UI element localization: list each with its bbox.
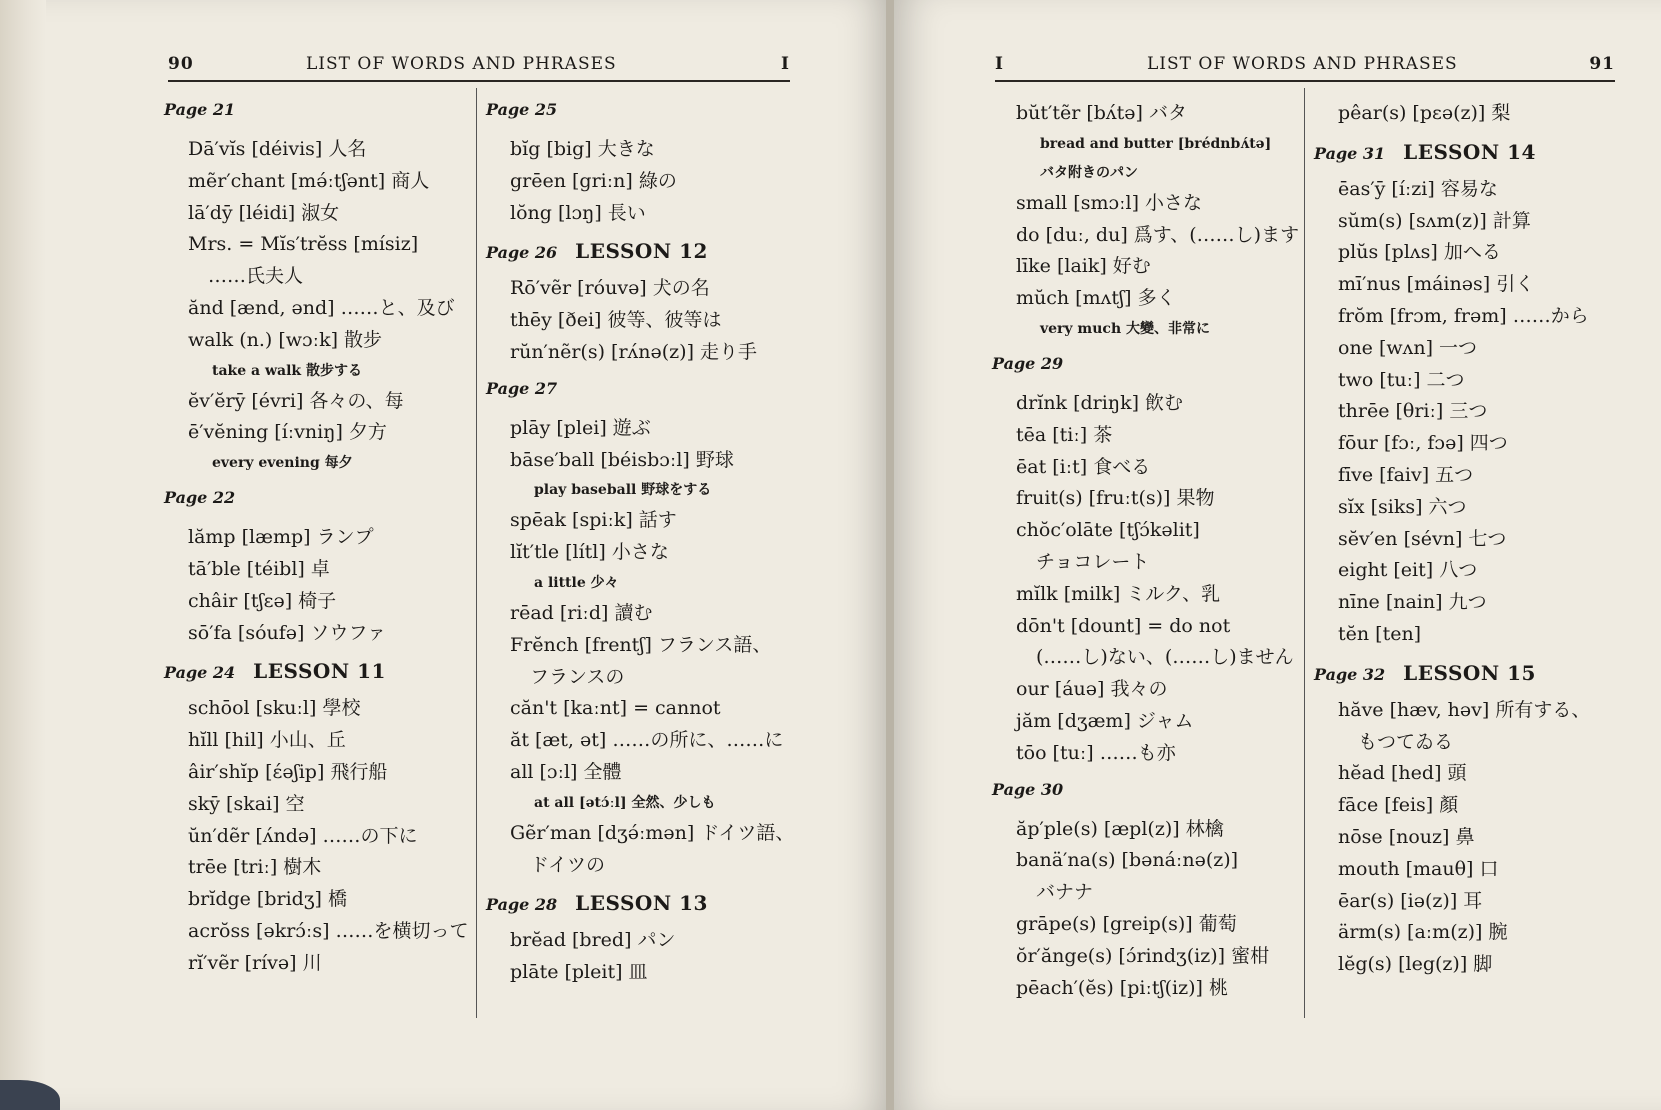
word-entry: rĭ′vẽr [rívə] 川 [188,951,322,974]
right-running-head [995,50,1615,82]
page-reference: Page 31 [1314,143,1386,163]
word-entry: plāy [plei] 遊ぶ [510,416,651,439]
word-entry: lĕg(s) [leg(z)] 脚 [1338,953,1493,976]
word-entry: lā′dȳ [léidi] 淑女 [188,201,340,224]
word-entry: ……氏夫人 [208,265,304,288]
page-reference: Page 26 [486,243,558,263]
word-entry: lĭt′tle [lítl] 小さな [510,541,669,564]
word-entry: ăt [æt, ət] ……の所に、……に [510,729,784,752]
word-entry: jăm [dʒæm] ジャム [1016,709,1194,732]
page-reference-heading [992,780,1306,802]
phrase-entry: bread and butter [brédnbʌ́tə] [1040,135,1272,152]
page-reference-heading [486,891,800,916]
word-entry: rēad [riːd] 讀む [510,601,653,624]
word-entry: ēat [iːt] 食べる [1016,455,1151,478]
page-reference-heading [1314,140,1628,162]
page-reference-heading [1314,661,1628,683]
page-reference: Page 25 [486,100,558,119]
word-entry: ŭn′dẽr [ʌ́ndə] ……の下に [188,824,418,847]
word-entry: sŭm(s) [sʌm(z)] 計算 [1338,209,1531,232]
word-entry: trēe [triː] 樹木 [188,856,322,879]
word-entry: châir [tʃɛə] 椅子 [188,589,337,612]
left-running-head [168,50,790,82]
word-entry: Frĕnch [frentʃ] フランス語、 [510,633,772,656]
phrase-entry: very much 大變、非常に [1040,320,1210,337]
word-entry: eight [eit] 八つ [1338,559,1478,582]
word-entry: ēar(s) [iə(z)] 耳 [1338,889,1483,912]
word-entry: バナナ [1036,881,1094,904]
word-entry: skȳ [skai] 空 [188,792,305,815]
word-entry: bāse′ball [béisbɔːl] 野球 [510,448,734,471]
page-reference: Page 32 [1314,664,1386,684]
word-entry: tēa [tiː] 茶 [1016,423,1113,446]
page-reference: Page 24 [164,663,236,683]
word-entry: (……し)ない、(……し)ません [1036,646,1294,669]
word-entry: frŏm [frɔm, frəm] ……から [1338,304,1589,327]
lesson-heading: LESSON 11 [253,659,386,684]
word-entry: walk (n.) [wɔːk] 散步 [188,328,383,351]
page-reference-heading [486,100,800,122]
word-entry: plŭs [plʌs] 加へる [1338,241,1501,264]
page-reference-heading [992,354,1306,376]
word-entry: âir′shĭp [ɛ́əʃip] 飛行船 [188,760,388,783]
word-entry: ドイツの [530,853,606,876]
word-entry: one [wʌn] 一つ [1338,336,1478,359]
word-entry: hĕad [hed] 頭 [1338,762,1467,785]
word-entry: ärm(s) [aːm(z)] 腕 [1338,921,1508,944]
left-page-number: 90 [168,54,194,74]
word-entry: ănd [ænd, ənd] ……と、及び [188,296,455,319]
word-entry: chŏc′olāte [tʃɔ́kəlit] [1016,519,1200,542]
word-entry: mĭlk [milk] ミルク、乳 [1016,582,1221,605]
word-entry: brĕad [bred] パン [510,929,676,952]
word-entry: bĭg [big] 大きな [510,138,655,160]
page-reference: Page 21 [164,100,236,119]
word-entry: sĭx [siks] 六つ [1338,495,1467,518]
phrase-entry: バタ附きのパン [1040,164,1138,181]
phrase-entry: at all [ətɔ́ːl] 全然、少しも [534,794,716,811]
word-entry: mouth [mauθ] 口 [1338,857,1499,880]
left-running-title: LIST OF WORDS AND PHRASES [306,54,617,74]
word-entry: pēach′(ĕs) [piːtʃ(iz)] 桃 [1016,976,1228,999]
lesson-heading: LESSON 15 [1403,660,1536,685]
page-reference-heading [486,379,800,401]
page-reference: Page 27 [486,378,558,398]
word-column-2 [486,98,800,989]
word-entry: ŏr′ănge(s) [ɔ́rindʒ(iz)] 蜜柑 [1016,944,1270,967]
word-entry: do [duː, du] 爲す、(……し)ます [1016,223,1300,246]
left-section-letter: I [781,54,790,74]
word-entry: fāce [feis] 顏 [1338,794,1459,817]
page-edge [0,0,46,1110]
word-entry: tā′ble [téibl] 卓 [188,557,330,580]
phrase-entry: every evening 每夕 [212,455,353,472]
phrase-entry: play baseball 野球をする [534,482,712,499]
lesson-heading: LESSON 12 [575,239,708,264]
word-entry: plāte [pleit] 皿 [510,961,648,984]
word-entry: もつてゐる [1358,730,1454,753]
word-entry: all [ɔːl] 全體 [510,760,622,783]
page-reference: Page 30 [992,779,1064,799]
word-entry: lămp [læmp] ランプ [188,526,374,549]
word-entry: rŭn′nẽr(s) [rʌ́nə(z)] 走り手 [510,340,758,363]
word-entry: two [tuː] 二つ [1338,368,1465,391]
word-entry: hăve [hæv, həv] 所有する、 [1338,698,1591,721]
word-entry: ĕv′ĕrȳ [évri] 各々の、每 [188,389,404,412]
word-entry: ē′vĕning [íːvniŋ] 夕方 [188,421,387,444]
word-entry: drĭnk [driŋk] 飲む [1016,391,1184,414]
page-reference-heading [164,488,478,510]
word-entry: lŏng [lɔŋ] 長い [510,201,646,224]
word-entry: fruit(s) [fruːt(s)] 果物 [1016,487,1215,510]
word-entry: Gẽr′man [dʒə́ːmən] ドイツ語、 [510,821,795,844]
phrase-entry: take a walk 散步する [212,362,362,379]
word-entry: thrēe [θriː] 三つ [1338,400,1488,423]
word-entry: grēen [griːn] 綠の [510,169,677,192]
word-entry: fīve [faiv] 五つ [1338,463,1474,486]
word-entry: ēas′ȳ [íːzi] 容易な [1338,177,1498,200]
phrase-entry: a little 少々 [534,574,619,591]
lesson-heading: LESSON 14 [1403,139,1536,164]
word-entry: Mrs. = Mĭs′trĕss [mísiz] [188,233,419,256]
word-column-1 [164,98,478,980]
word-column-3 [992,98,1306,1004]
word-entry: Dā′vĭs [déivis] 人名 [188,138,367,160]
word-entry: hĭll [hil] 小山、丘 [188,729,346,752]
word-entry: līke [laik] 好む [1016,255,1151,278]
word-entry: nīne [nain] 九つ [1338,591,1487,614]
word-entry: チョコレート [1036,550,1150,573]
word-entry: small [smɔːl] 小さな [1016,191,1203,214]
word-entry: nōse [nouz] 鼻 [1338,825,1475,848]
word-entry: tĕn [ten] [1338,622,1422,645]
word-entry: mī′nus [máinəs] 引く [1338,273,1535,296]
page-reference-heading [164,100,478,122]
word-entry: ăp′ple(s) [æpl(z)] 林檎 [1016,817,1224,840]
page-reference: Page 29 [992,353,1064,373]
word-entry: grāpe(s) [greip(s)] 葡萄 [1016,912,1237,935]
word-column-4 [1314,98,1628,981]
word-entry: brĭdge [bridʒ] 橋 [188,888,348,911]
page-reference: Page 22 [164,488,236,508]
word-entry: spēak [spiːk] 話す [510,509,677,532]
word-entry: our [áuə] 我々の [1016,678,1168,701]
word-entry: fōur [fɔː, fɔə] 四つ [1338,432,1508,455]
word-entry: pêar(s) [pɛə(z)] 梨 [1338,102,1511,124]
word-entry: mŭch [mʌtʃ] 多く [1016,287,1176,310]
right-page-number: 91 [1589,54,1615,74]
lesson-heading: LESSON 13 [575,891,708,916]
word-entry: schōol [skuːl] 學校 [188,697,361,720]
page-reference: Page 28 [486,895,558,915]
word-entry: sō′fa [sóufə] ソウファ [188,621,387,644]
word-entry: Rō′vẽr [róuvə] 犬の名 [510,277,710,300]
page-reference-heading [486,239,800,264]
word-entry: thēy [ðei] 彼等、彼等は [510,309,722,332]
word-entry: フランスの [530,665,625,688]
word-entry: acrŏss [əkrɔ́ːs] ……を横切って [188,919,469,942]
word-entry: dōn't [dount] = do not [1016,614,1231,637]
right-section-letter: I [995,54,1004,74]
word-entry: sĕv′en [sévn] 七つ [1338,527,1507,550]
word-entry: căn't [kaːnt] = cannot [510,697,721,720]
right-running-title: LIST OF WORDS AND PHRASES [1147,54,1458,74]
word-entry: mẽr′chant [mə́ːtʃənt] 商人 [188,169,430,192]
word-entry: banä′na(s) [bənáːnə(z)] [1016,849,1239,872]
word-entry: tōo [tuː] ……も亦 [1016,741,1176,764]
word-entry: bŭt′tẽr [bʌ́tə] バタ [1016,102,1187,124]
page-reference-heading [164,659,478,684]
